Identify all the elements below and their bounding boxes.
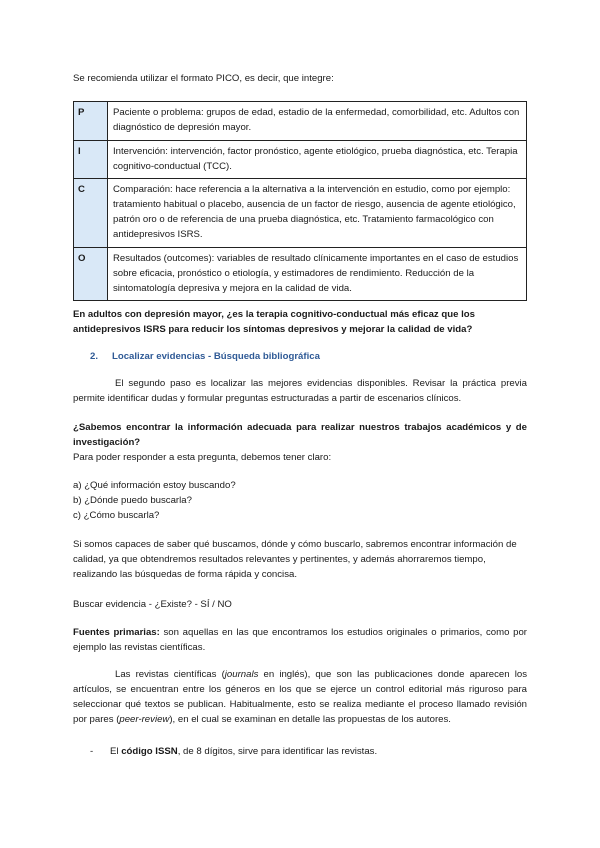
pico-description: Paciente o problema: grupos de edad, estadio de la enfermedad, comorbilidad, etc. Adultos con diagnóstico de depresión mayor.	[108, 102, 527, 141]
issn-bullet	[90, 745, 530, 760]
question-block	[73, 421, 527, 466]
pico-row-p	[74, 102, 527, 141]
fuentes-label: Fuentes primarias:	[73, 627, 160, 638]
bullet-dash: -	[90, 746, 94, 757]
question-followup: Para poder responder a esta pregunta, debemos tener claro:	[73, 451, 332, 463]
pico-question: En adultos con depresión mayor, ¿es la terapia cognitivo-conductual más eficaz que los antidepresivos ISRS para reducir los síntomas depresivos y mejorar la calidad de vida?	[73, 309, 475, 335]
issn-text: , de 8 dígitos, sirve para identificar las revistas.	[177, 746, 378, 757]
pico-row-c	[74, 179, 527, 247]
section-heading	[90, 350, 510, 365]
revistas-italic-peer-review: peer-review	[119, 713, 170, 725]
revistas-text: ), en el cual se examinan en detalle las propuestas de los autores.	[169, 713, 451, 725]
paragraph-revistas	[73, 668, 527, 727]
list-item: c) ¿Cómo buscarla?	[73, 509, 160, 521]
pico-description: Resultados (outcomes): variables de resultado clínicamente importantes en el caso de estudios sobre eficacia, pronóstico o etiología, y estimadores de rendimiento. Reducción de la sintomatología depresiva y mejora en la calidad de vida.	[108, 247, 527, 301]
paragraph-locate: El segundo paso es localizar las mejores evidencias disponibles. Revisar la práctica previa permite identificar dudas y formular preguntas estructuradas a partir de escenarios clínicos.	[73, 378, 527, 404]
pico-table	[73, 101, 527, 301]
revistas-italic-journals: journals	[224, 669, 259, 680]
list-item: a) ¿Qué información estoy buscando?	[73, 480, 236, 491]
intro-text: Se recomienda utilizar el formato PICO, es decir, que integre:	[73, 73, 334, 84]
issn-text: El	[110, 746, 122, 757]
pico-letter: C	[74, 179, 108, 247]
fuentes-text: son aquellas en las que encontramos los estudios originales o primarios, como por ejemplo las revistas científicas.	[73, 627, 527, 653]
pico-description: Comparación: hace referencia a la alternativa a la intervención en estudio, como por ejemplo: tratamiento habitual o placebo, ausencia de un factor de riesgo, ausencia de agente etiológico, patrón oro o de referencia de una prueba diagnóstica, etc. Tratamiento farmacológico con antidepresivos ISRS.	[108, 179, 527, 247]
paragraph-fuentes	[73, 626, 527, 656]
pico-row-i	[74, 140, 527, 179]
revistas-text: en inglés), que son las publicaciones donde aparecen los artículos, se encuentran entre los géneros en los que se ejerce un control editorial más riguroso para seleccionar qué textos se publican. Habitualmente, esto se realiza mediante el proceso llamado revisión por pares (	[73, 669, 527, 725]
issn-bold: código ISSN	[121, 746, 178, 757]
section-title: Localizar evidencias - Búsqueda bibliográfica	[112, 351, 320, 362]
section-number: 2.	[90, 351, 99, 362]
buscar-evidencia: Buscar evidencia - ¿Existe? - SÍ / NO	[73, 599, 232, 610]
pico-letter: O	[74, 247, 108, 301]
question-list	[73, 479, 527, 524]
list-item: b) ¿Dónde puedo buscarla?	[73, 494, 192, 506]
pico-letter: P	[74, 102, 108, 141]
pico-description: Intervención: intervención, factor pronóstico, agente etiológico, prueba diagnóstica, etc. Terapia cognitivo-conductual (TCC).	[108, 140, 527, 179]
revistas-text: Las revistas científicas (	[115, 669, 225, 680]
paragraph-capaces: Si somos capaces de saber qué buscamos, dónde y cómo buscarlo, sabremos encontrar información de calidad, ya que obtendremos resultados relevantes y pertinentes, y además ahorraremos tiempo, realizando las búsquedas de forma rápida y concisa.	[73, 539, 517, 580]
pico-row-o	[74, 247, 527, 301]
pico-letter: I	[74, 140, 108, 179]
question-bold: ¿Sabemos encontrar la información adecuada para realizar nuestros trabajos académicos y de investigación?	[73, 422, 527, 448]
